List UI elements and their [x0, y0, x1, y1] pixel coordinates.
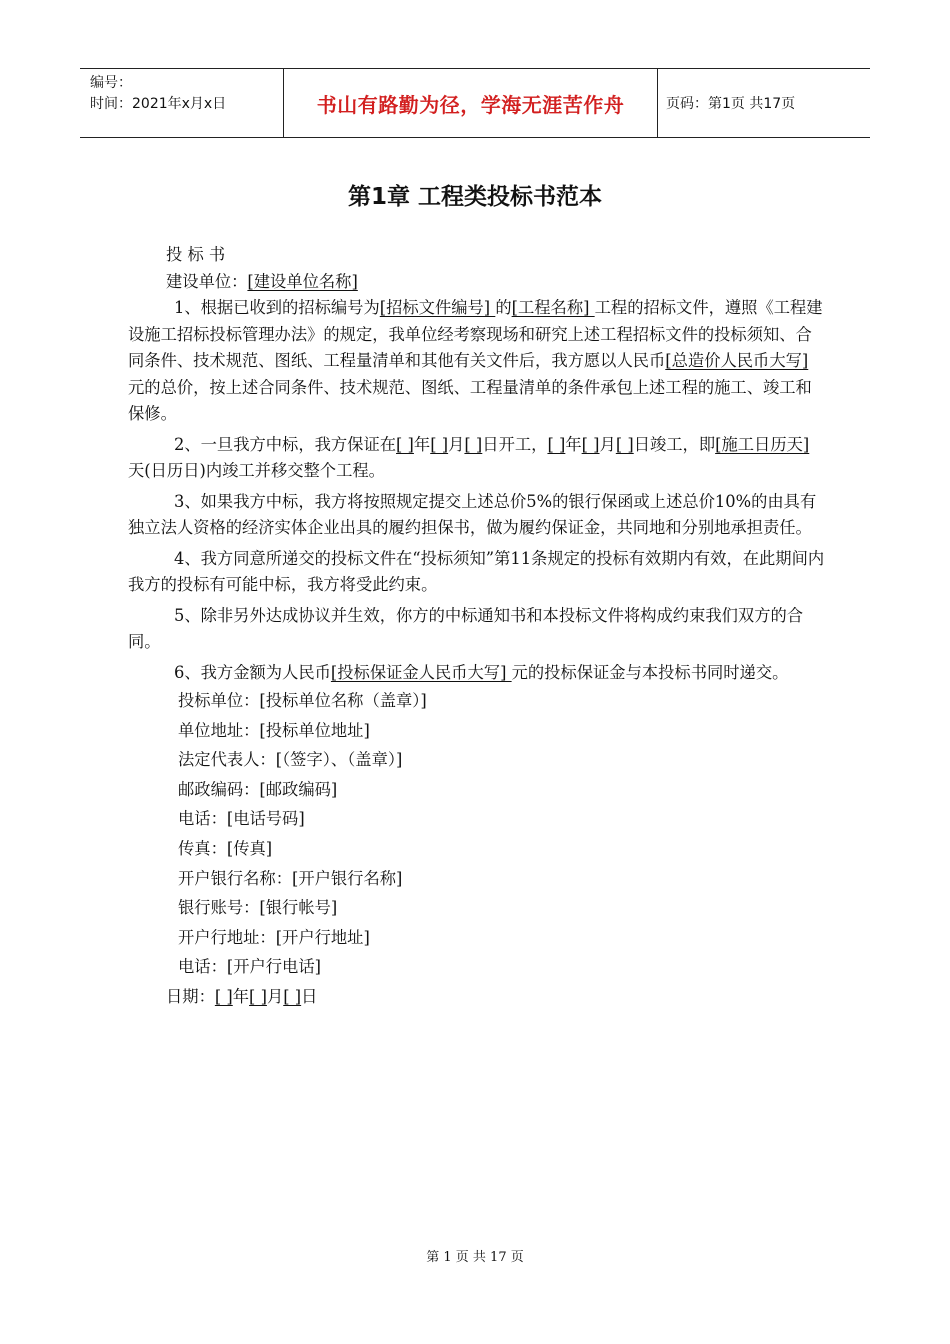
p1-text-d: 元的总价，按上述合同条件、技术规范、图纸、工程量清单的条件承包上述工程的施工、竣工和保修。 [128, 377, 812, 423]
builder-field: [建设单位名称] [247, 271, 358, 291]
p1-text-b: 的 [495, 298, 512, 317]
total-price-field: [总造价人民币大写] [665, 351, 809, 370]
bidder-address-line: 单位地址：[投标单位地址] [178, 720, 370, 740]
bank-address-line: 开户行地址：[开户行地址] [178, 927, 370, 947]
bidder-info-list [128, 686, 828, 982]
bidder-name-line: 投标单位：[投标单位名称（盖章）] [178, 691, 427, 710]
p2-text-c: 月 [448, 434, 465, 454]
p2-text-g: 日竣工，即 [633, 434, 716, 454]
bank-phone-line: 电话：[开户行电话] [178, 957, 321, 977]
paragraph-2 [128, 432, 828, 485]
end-year-field: [ ] [547, 434, 566, 454]
calendar-days-field: [施工日历天] [715, 434, 810, 454]
p2-text-f: 月 [599, 434, 616, 454]
date-day-text: 日 [301, 986, 318, 1006]
p1-text-a: 1、根据已收到的招标编号为 [174, 298, 380, 317]
postal-code-line: 邮政编码：[邮政编码] [178, 779, 338, 799]
p6-text-b: 元的投标保证金与本投标书同时递交。 [511, 662, 789, 682]
date-year-field: [ ] [214, 986, 233, 1006]
date-label: 日期： [166, 986, 215, 1006]
p1-text-c: 工程的招标文件，遵照《工程建设施工招标投标管理办法》的规定，我单位经考察现场和研究上述工程招标文件的投标须知、合同条件、技术规范、图纸、工程量清单和其他有关文件后，我方愿以人民币 [128, 298, 823, 370]
legal-rep-line: 法定代表人：[（签字）、（盖章）] [178, 750, 403, 770]
header-meta [80, 69, 283, 137]
builder-label: 建设单位： [166, 271, 248, 291]
date-month-field: [ ] [249, 986, 267, 1006]
document-time: 时间：2021年x月x日 [90, 96, 227, 112]
p6-text-a: 6、我方金额为人民币 [174, 662, 331, 682]
bid-bond-field: [投标保证金人民币大写] [330, 662, 512, 682]
phone-line: 电话：[电话号码] [178, 809, 305, 829]
document-number: 编号： [90, 75, 132, 91]
p2-text-e: 年 [565, 434, 582, 454]
page-footer: 第 1 页 共 17 页 [426, 1250, 524, 1265]
paragraph-3: 3、如果我方中标，我方将按照规定提交上述总价5%的银行保函或上述总价10%的由具有独立法人资格的经济实体企业出具的履约担保书，做为履约保证金，共同地和分别地承担责任。 [128, 491, 817, 537]
document-body [128, 242, 828, 1010]
page-header [80, 68, 870, 138]
start-month-field: [ ] [430, 434, 449, 454]
p2-text-d: 日开工， [482, 434, 548, 454]
header-motto: 书山有路勤为径，学海无涯苦作舟 [283, 69, 658, 137]
tender-number-field: [招标文件编号] [379, 298, 496, 317]
chapter-title: 第1章 工程类投标书范本 [347, 184, 602, 210]
start-day-field: [ ] [464, 434, 483, 454]
bank-name-line: 开户银行名称：[开户银行名称] [178, 868, 403, 888]
date-line [128, 984, 828, 1011]
date-day-field: [ ] [283, 986, 302, 1006]
start-year-field: [ ] [396, 434, 414, 454]
doc-heading: 投 标 书 [166, 245, 226, 264]
builder-line [128, 269, 828, 296]
p2-text-a: 2、一旦我方中标，我方保证在 [174, 434, 397, 454]
paragraph-1 [128, 295, 828, 428]
end-day-field: [ ] [615, 434, 634, 454]
date-month-text: 月 [266, 986, 284, 1006]
paragraph-5: 5、除非另外达成协议并生效，你方的中标通知书和本投标文件将构成约束我们双方的合同。 [128, 605, 804, 651]
end-month-field: [ ] [581, 434, 600, 454]
bank-account-line: 银行账号：[银行帐号] [178, 898, 338, 918]
project-name-field: [工程名称] [511, 298, 595, 317]
p2-text-h: 天(日历日)内竣工并移交整个工程。 [128, 461, 385, 480]
header-page-number: 页码：第1页 共17页 [666, 96, 796, 112]
fax-line: 传真：[传真] [178, 838, 273, 858]
paragraph-4: 4、我方同意所递交的投标文件在“投标须知”第11条规定的投标有效期内有效，在此期间内我方的投标有可能中标，我方将受此约束。 [128, 548, 825, 594]
date-year-text: 年 [232, 986, 250, 1006]
paragraph-6 [128, 660, 828, 687]
p2-text-b: 年 [413, 434, 431, 454]
